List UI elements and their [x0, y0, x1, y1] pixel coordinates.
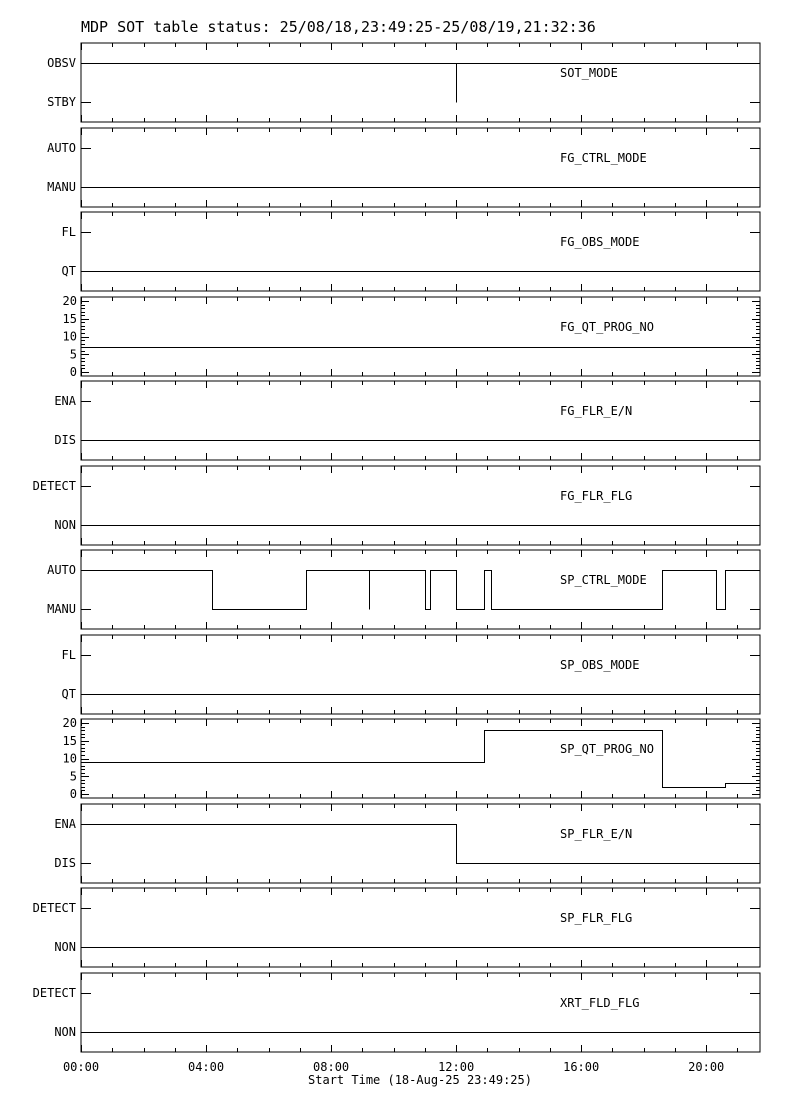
panel-label: XRT_FLD_FLG	[560, 996, 640, 1010]
y-tick-label: 20	[62, 716, 77, 730]
series-trace-sp-flr-e-n	[82, 825, 761, 864]
y-level-label: FL	[61, 225, 76, 239]
y-level-label: ENA	[54, 394, 76, 408]
panel-label: FG_FLR_E/N	[560, 404, 633, 418]
panel-fg-obs-mode	[62, 212, 761, 291]
y-tick-label: 0	[69, 787, 77, 801]
panel-frame	[81, 466, 760, 545]
panel-frame	[81, 128, 760, 207]
y-level-label: QT	[61, 687, 76, 701]
y-level-label: OBSV	[47, 56, 76, 70]
panel-sp-ctrl-mode	[47, 550, 760, 629]
y-tick-label: 0	[69, 365, 77, 379]
y-tick-label: 5	[69, 769, 77, 784]
series-trace-sp-ctrl-mode	[82, 571, 761, 610]
panel-label: SP_FLR_FLG	[560, 911, 633, 925]
y-level-label: STBY	[47, 95, 76, 109]
y-level-label: DETECT	[32, 901, 76, 915]
y-level-label: NON	[54, 940, 76, 954]
panel-frame	[81, 43, 760, 122]
x-tick-label: 12:00	[438, 1060, 475, 1074]
panel-label: FG_QT_PROG_NO	[560, 320, 654, 334]
panel-fg-flr-flg	[33, 466, 761, 545]
panel-frame	[81, 635, 760, 714]
x-tick-label: 16:00	[563, 1060, 600, 1074]
y-level-label: FL	[61, 648, 76, 662]
y-level-label: NON	[54, 518, 76, 532]
panel-fg-flr-e-n	[54, 381, 760, 460]
y-tick-label: 5	[69, 347, 77, 362]
panel-frame	[81, 381, 760, 460]
panel-sot-mode	[47, 43, 760, 122]
x-tick-label: 04:00	[187, 1060, 225, 1074]
panel-fg-qt-prog-no	[63, 294, 761, 379]
y-tick-label: 15	[62, 311, 77, 326]
series-trace-sp-qt-prog-no	[82, 731, 761, 788]
y-tick-label: 15	[62, 733, 77, 748]
y-level-label: AUTO	[47, 141, 76, 155]
panel-frame	[81, 212, 760, 291]
panel-label: FG_OBS_MODE	[560, 235, 640, 249]
panel-label: SP_FLR_E/N	[560, 827, 633, 841]
x-axis-title: Start Time (18-Aug-25 23:49:25)	[308, 1073, 532, 1087]
panel-frame	[81, 297, 760, 376]
y-tick-label: 10	[62, 329, 77, 344]
y-level-label: DETECT	[32, 479, 76, 493]
panel-label: SP_QT_PROG_NO	[560, 742, 654, 756]
panel-label: FG_FLR_FLG	[560, 489, 633, 503]
y-level-label: NON	[54, 1025, 76, 1039]
y-level-label: DETECT	[32, 986, 76, 1000]
series-trace-sot-mode	[82, 64, 761, 103]
panel-sp-qt-prog-no	[63, 716, 761, 801]
panel-frame	[81, 804, 760, 883]
y-level-label: AUTO	[47, 563, 76, 577]
panels-group	[33, 43, 761, 1052]
panel-sp-flr-flg	[33, 888, 761, 967]
x-axis-labels	[63, 1060, 724, 1074]
chart-title: MDP SOT table status: 25/08/18,23:49:25-25/08/19,21:32:36	[81, 18, 596, 36]
panel-xrt-fld-flg	[33, 973, 761, 1052]
panel-fg-ctrl-mode	[47, 128, 760, 207]
y-tick-label: 20	[62, 294, 77, 308]
y-level-label: DIS	[54, 856, 76, 870]
y-tick-label: 10	[62, 751, 77, 766]
panel-label: SOT_MODE	[560, 66, 618, 80]
panel-frame	[81, 973, 760, 1052]
panel-frame	[81, 550, 760, 629]
panel-label: SP_OBS_MODE	[560, 658, 640, 672]
y-level-label: QT	[61, 264, 76, 278]
x-tick-label: 08:00	[313, 1060, 350, 1074]
panel-label: FG_CTRL_MODE	[560, 151, 647, 165]
y-level-label: DIS	[54, 433, 76, 447]
y-level-label: ENA	[54, 817, 76, 831]
y-level-label: MANU	[47, 602, 76, 616]
x-tick-label: 00:00	[62, 1060, 100, 1074]
y-level-label: MANU	[47, 180, 76, 194]
panel-frame	[81, 888, 760, 967]
panel-sp-flr-e-n	[54, 804, 760, 883]
panel-sp-obs-mode	[62, 635, 761, 714]
x-tick-label: 20:00	[688, 1060, 725, 1074]
panel-label: SP_CTRL_MODE	[560, 573, 647, 587]
